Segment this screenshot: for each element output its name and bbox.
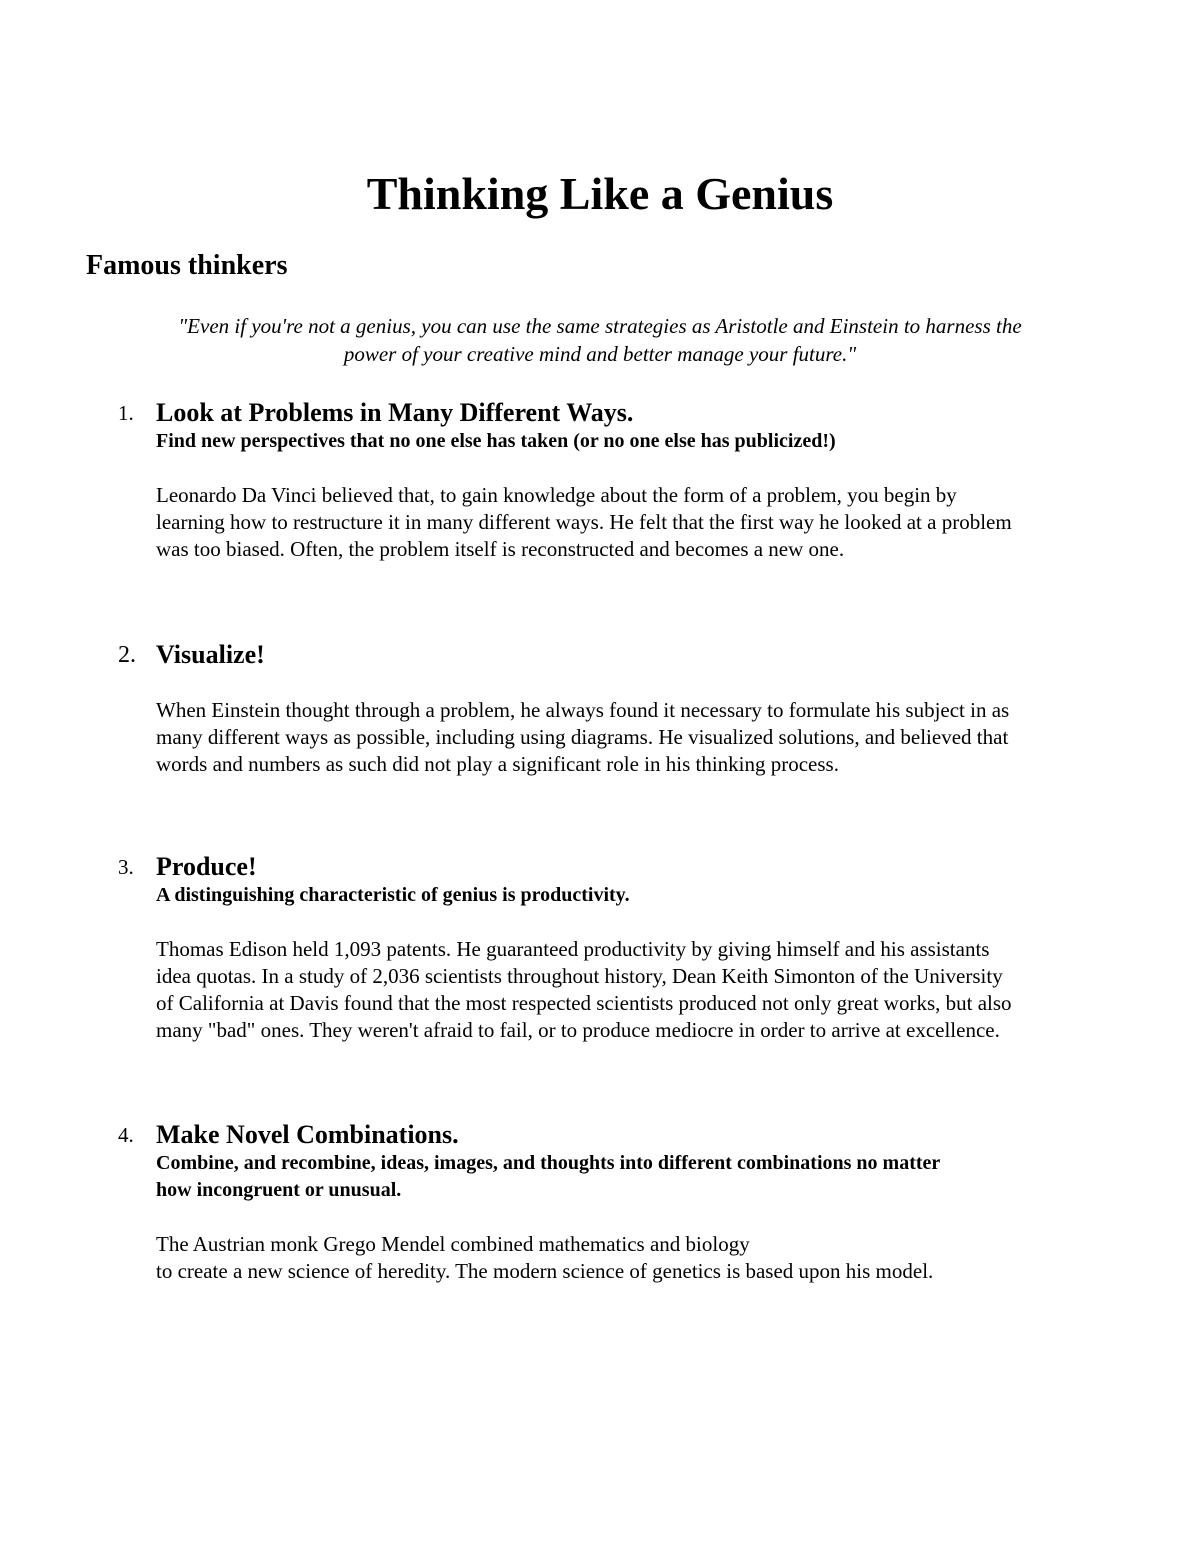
item-text bbox=[156, 482, 1126, 563]
text-line: of California at Davis found that the most respected scientists produced not only great works, but also bbox=[156, 991, 1012, 1015]
item-number: 1. bbox=[118, 401, 134, 425]
subtitle-line: Combine, and recombine, ideas, images, and thoughts into different combinations no matter bbox=[156, 1152, 941, 1174]
text-line: learning how to restructure it in many different ways. He felt that the first way he looked at a problem bbox=[156, 510, 1012, 534]
text-line: idea quotas. In a study of 2,036 scientists throughout history, Dean Keith Simonton of the University bbox=[156, 964, 1003, 988]
text-line: many different ways as possible, including using diagrams. He visualized solutions, and believed that bbox=[156, 725, 1009, 749]
item-number: 2. bbox=[118, 642, 136, 668]
text-line: Leonardo Da Vinci believed that, to gain knowledge about the form of a problem, you begin by bbox=[156, 483, 957, 507]
item-title: Make Novel Combinations. bbox=[156, 1120, 459, 1149]
section-heading: Famous thinkers bbox=[86, 250, 288, 281]
document-title: Thinking Like a Genius bbox=[366, 168, 834, 219]
item-subtitle: Find new perspectives that no one else has taken (or no one else has publicized!) bbox=[156, 430, 836, 452]
text-line: many "bad" ones. They weren't afraid to fail, or to produce mediocre in order to arrive at excellence. bbox=[156, 1018, 1000, 1042]
quote-line: power of your creative mind and better manage your future." bbox=[343, 342, 857, 366]
item-text bbox=[156, 1231, 1126, 1285]
text-line: words and numbers as such did not play a significant role in his thinking process. bbox=[156, 752, 839, 776]
item-title: Produce! bbox=[156, 852, 257, 881]
item-body bbox=[156, 640, 1126, 778]
item-title: Visualize! bbox=[156, 640, 265, 669]
item-text bbox=[156, 936, 1126, 1044]
text-line: to create a new science of heredity. The modern science of genetics is based upon his model. bbox=[156, 1259, 934, 1283]
item-subtitle bbox=[156, 1150, 1126, 1204]
item-text bbox=[156, 697, 1126, 778]
text-line: The Austrian monk Grego Mendel combined mathematics and biology bbox=[156, 1232, 750, 1256]
item-body bbox=[156, 398, 1126, 563]
item-body bbox=[156, 852, 1126, 1044]
item-body bbox=[156, 1120, 1126, 1285]
subtitle-line: how incongruent or unusual. bbox=[156, 1179, 402, 1201]
text-line: Thomas Edison held 1,093 patents. He guaranteed productivity by giving himself and his assistants bbox=[156, 937, 990, 961]
item-title: Look at Problems in Many Different Ways. bbox=[156, 398, 634, 427]
text-line: was too biased. Often, the problem itself is reconstructed and becomes a new one. bbox=[156, 537, 845, 561]
text-line: When Einstein thought through a problem, he always found it necessary to formulate his subject in as bbox=[156, 698, 1010, 722]
quote-line: "Even if you're not a genius, you can use the same strategies as Aristotle and Einstein to harness the bbox=[178, 314, 1022, 338]
item-number: 4. bbox=[118, 1123, 134, 1147]
intro-quote bbox=[80, 312, 1120, 368]
item-number: 3. bbox=[118, 855, 134, 879]
item-subtitle: A distinguishing characteristic of genius is productivity. bbox=[156, 884, 630, 906]
